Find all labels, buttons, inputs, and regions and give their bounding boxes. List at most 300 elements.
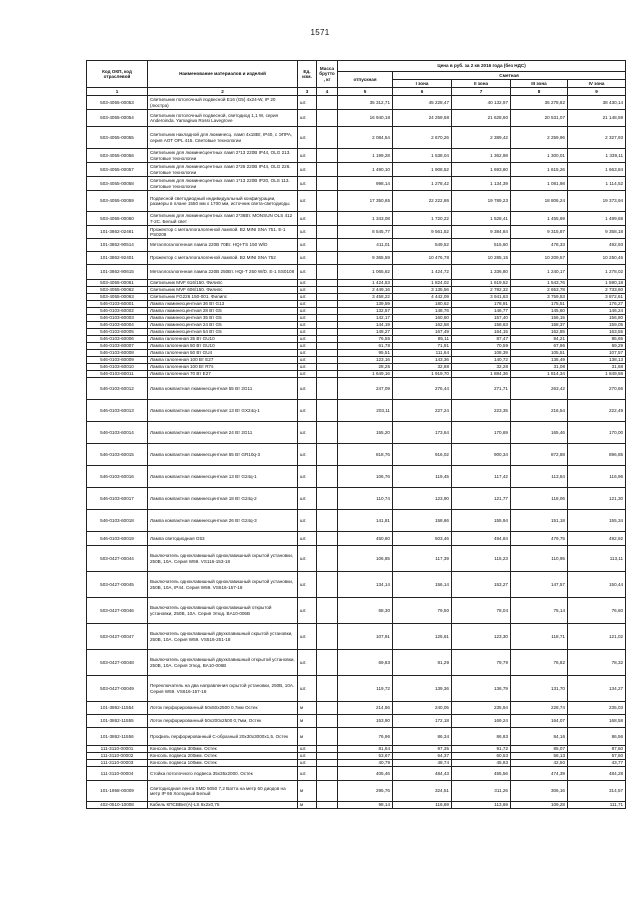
- zone-2-price-cell: 1 134,39: [452, 177, 511, 191]
- name-cell: Лампа компактная люминесцентная 18 Вт G24q-2: [148, 488, 298, 510]
- zone-4-price-cell: 222,49: [568, 400, 626, 422]
- weight-cell: [317, 163, 338, 177]
- unit-cell: шт.: [298, 343, 317, 350]
- zone-1-price-cell: 158,66: [393, 510, 452, 532]
- zone-2-price-cell: 515,60: [452, 239, 511, 252]
- release-price-cell: 132,57: [338, 308, 393, 315]
- zone-2-price-cell: 1 619,52: [452, 280, 511, 287]
- code-cell: 546-0103-60002: [87, 308, 148, 315]
- weight-cell: [317, 572, 338, 598]
- code-cell: 101-3862-11554: [87, 702, 148, 715]
- name-cell: Светильник для люминесцентных ламп 2*36Вт. MONSUN OLS 412 7-2C. Белый свет: [148, 212, 298, 226]
- name-cell: Выключатель одноклавишный двухклавишный открытой установки, 250В, 10А. Серия Этюд. BA10-006В: [148, 650, 298, 676]
- zone-2-price-cell: 178,91: [452, 301, 511, 308]
- zone-2-price-cell: 136,79: [452, 676, 511, 702]
- unit-cell: шт.: [298, 572, 317, 598]
- zone-3-price-cell: 228,74: [511, 702, 568, 715]
- zone-3-price-cell: 131,70: [511, 676, 568, 702]
- weight-cell: [317, 350, 338, 357]
- zone-3-price-cell: 2 653,78: [511, 287, 568, 294]
- name-cell: Лампа компактная люминесцентная 55 Вт 2G11: [148, 378, 298, 400]
- zone-4-price-cell: 492,93: [568, 239, 626, 252]
- release-price-cell: 106,76: [338, 466, 393, 488]
- unit-cell: шт.: [298, 746, 317, 753]
- table-row: [87, 753, 626, 760]
- unit-cell: шт.: [298, 378, 317, 400]
- zone-2-price-cell: 45,83: [452, 760, 511, 767]
- zone-1-price-cell: 1 424,72: [393, 265, 452, 280]
- code-cell: 101-1958-00009: [87, 781, 148, 802]
- table-row: [87, 598, 626, 624]
- zone-4-price-cell: 85,65: [568, 336, 626, 343]
- zone-1-price-cell: 1 720,22: [393, 212, 452, 226]
- code-cell: 546-0103-60001: [87, 301, 148, 308]
- zone-2-price-cell: 21 628,60: [452, 110, 511, 127]
- weight-cell: [317, 226, 338, 239]
- code-cell: 503-4055-00063: [87, 294, 148, 301]
- zone-1-price-cell: 48,74: [393, 760, 452, 767]
- zone-1-price-cell: 116,69: [393, 802, 452, 809]
- zone-1-price-cell: 117,39: [393, 546, 452, 572]
- zone-4-price-cell: 86,56: [568, 728, 626, 746]
- unit-cell: м: [298, 728, 317, 746]
- code-cell: 546-0103-60017: [87, 488, 148, 510]
- zone-1-price-cell: 22 222,86: [393, 191, 452, 212]
- zone-2-price-cell: 2 782,32: [452, 287, 511, 294]
- zone-2-price-cell: 900,34: [452, 444, 511, 466]
- table-row: [87, 294, 626, 301]
- zone-3-price-cell: 2 259,96: [511, 127, 568, 149]
- name-cell: Лампа компактная люминесцентная 55 Вт GR10q-3: [148, 444, 298, 466]
- zone-3-price-cell: 147,57: [511, 572, 568, 598]
- zone-4-price-cell: 176,27: [568, 301, 626, 308]
- zone-3-price-cell: 20 531,07: [511, 110, 568, 127]
- release-price-cell: 8 545,77: [338, 226, 393, 239]
- page-number: 1571: [310, 28, 330, 37]
- zone-1-price-cell: 10 476,78: [393, 252, 452, 265]
- column-number-row: [87, 88, 626, 96]
- zone-4-price-cell: 170,00: [568, 422, 626, 444]
- zone-3-price-cell: 110,95: [511, 546, 568, 572]
- name-cell: Светильник для люминесцентных ламп 1*13 220В IP20, OLS 113. Световые технологии: [148, 177, 298, 191]
- zone-4-price-cell: 1 590,18: [568, 280, 626, 287]
- name-cell: Светильник потолочный подвесной Е16 (G5) 4х24-W, IP 20 (люстра): [148, 96, 298, 110]
- name-cell: Консоль подвеса 300мм. Остек: [148, 746, 298, 753]
- zone-3-price-cell: 263,42: [511, 378, 568, 400]
- table-row: [87, 728, 626, 746]
- weight-cell: [317, 280, 338, 287]
- zone-4-price-cell: 314,57: [568, 781, 626, 802]
- weight-cell: [317, 400, 338, 422]
- zone-1-price-cell: 156,14: [393, 572, 452, 598]
- name-cell: Лампа люминесцентная 36 Вт G13: [148, 301, 298, 308]
- table-row: [87, 127, 626, 149]
- zone-2-price-cell: 108,39: [452, 350, 511, 357]
- zone-2-price-cell: 1 528,41: [452, 212, 511, 226]
- zone-2-price-cell: 70,59: [452, 343, 511, 350]
- name-cell: Лампа галогенная 35 Вт GU10: [148, 336, 298, 343]
- zone-2-price-cell: 60,53: [452, 753, 511, 760]
- code-cell: 402-0510-10008: [87, 802, 148, 809]
- release-price-cell: 134,14: [338, 572, 393, 598]
- col-number: 6: [393, 88, 452, 96]
- zone-1-price-cell: 160,60: [393, 315, 452, 322]
- weight-cell: [317, 546, 338, 572]
- zone-4-price-cell: 156,80: [568, 315, 626, 322]
- table-row: [87, 767, 626, 781]
- zone-3-price-cell: 56,13: [511, 753, 568, 760]
- zone-4-price-cell: 113,11: [568, 546, 626, 572]
- unit-cell: шт.: [298, 488, 317, 510]
- zone-2-price-cell: 121,77: [452, 488, 511, 510]
- header-zone-4: IV зона: [568, 80, 626, 88]
- unit-cell: шт.: [298, 650, 317, 676]
- unit-cell: шт.: [298, 308, 317, 315]
- weight-cell: [317, 265, 338, 280]
- table-row: [87, 357, 626, 364]
- weight-cell: [317, 802, 338, 809]
- zone-4-price-cell: 31,68: [568, 364, 626, 371]
- release-price-cell: 2 449,16: [338, 287, 393, 294]
- unit-cell: шт.: [298, 350, 317, 357]
- table-row: [87, 322, 626, 329]
- zone-4-price-cell: 116,96: [568, 466, 626, 488]
- code-cell: 111-3110-00002: [87, 753, 148, 760]
- zone-1-price-cell: 162,58: [393, 322, 452, 329]
- code-cell: 101-3862-90615: [87, 265, 148, 280]
- zone-3-price-cell: 1 814,34: [511, 371, 568, 378]
- code-cell: 503-4055-00061: [87, 280, 148, 287]
- zone-1-price-cell: 276,44: [393, 378, 452, 400]
- code-cell: 546-0103-60019: [87, 532, 148, 546]
- zone-3-price-cell: 84,16: [511, 728, 568, 746]
- zone-4-price-cell: 168,58: [568, 715, 626, 728]
- zone-1-price-cell: 111,64: [393, 350, 452, 357]
- release-price-cell: 142,17: [338, 315, 393, 322]
- zone-3-price-cell: 164,07: [511, 715, 568, 728]
- zone-1-price-cell: 85,11: [393, 336, 452, 343]
- zone-2-price-cell: 78,04: [452, 598, 511, 624]
- zone-1-price-cell: 24 259,58: [393, 110, 452, 127]
- weight-cell: [317, 287, 338, 294]
- release-price-cell: 69,83: [338, 650, 393, 676]
- zone-2-price-cell: 271,71: [452, 378, 511, 400]
- unit-cell: шт.: [298, 546, 317, 572]
- release-price-cell: 110,74: [338, 488, 393, 510]
- zone-4-price-cell: 235,03: [568, 702, 626, 715]
- table-row: [87, 532, 626, 546]
- release-price-cell: 106,85: [338, 546, 393, 572]
- release-price-cell: 107,91: [338, 624, 393, 650]
- table-row: [87, 96, 626, 110]
- table-row: [87, 226, 626, 239]
- header-code: Код ОКП, код отраслевой: [87, 61, 148, 88]
- unit-cell: м: [298, 715, 317, 728]
- zone-4-price-cell: 155,34: [568, 510, 626, 532]
- name-cell: Выключатель одноклавишный одноклавишный скрытой установки, 250В, 10А. Серия W59. VS116-153-18: [148, 546, 298, 572]
- zone-4-price-cell: 87,60: [568, 746, 626, 753]
- zone-3-price-cell: 306,16: [511, 781, 568, 802]
- zone-4-price-cell: 146,24: [568, 308, 626, 315]
- zone-1-price-cell: 503,46: [393, 532, 452, 546]
- header-gross-weight: Масса брутто, кг: [317, 61, 338, 88]
- zone-1-price-cell: 9 561,52: [393, 226, 452, 239]
- zone-4-price-cell: 896,85: [568, 444, 626, 466]
- zone-3-price-cell: 145,60: [511, 308, 568, 315]
- code-cell: 503-4055-00059: [87, 191, 148, 212]
- table-row: [87, 781, 626, 802]
- zone-1-price-cell: 148,76: [393, 308, 452, 315]
- zone-3-price-cell: 478,33: [511, 239, 568, 252]
- weight-cell: [317, 510, 338, 532]
- zone-3-price-cell: 118,71: [511, 624, 568, 650]
- zone-4-price-cell: 1 339,11: [568, 149, 626, 163]
- release-price-cell: 214,56: [338, 702, 393, 715]
- table-body: [87, 96, 626, 809]
- zone-2-price-cell: 123,30: [452, 624, 511, 650]
- zone-3-price-cell: 1 455,69: [511, 212, 568, 226]
- zone-3-price-cell: 165,46: [511, 422, 568, 444]
- table-row: [87, 350, 626, 357]
- table-row: [87, 239, 626, 252]
- weight-cell: [317, 753, 338, 760]
- zone-2-price-cell: 153,27: [452, 572, 511, 598]
- zone-2-price-cell: 117,42: [452, 466, 511, 488]
- zone-1-price-cell: 484,43: [393, 767, 452, 781]
- table-row: [87, 378, 626, 400]
- header-zone-3: III зона: [511, 80, 568, 88]
- unit-cell: шт.: [298, 767, 317, 781]
- col-number: 9: [568, 88, 626, 96]
- code-cell: 503-4055-00058: [87, 177, 148, 191]
- zone-4-price-cell: 1 663,84: [568, 163, 626, 177]
- weight-cell: [317, 315, 338, 322]
- name-cell: Переключатель на два направления скрытой установки, 250В, 10А. Серия W59. VS616-157-18: [148, 676, 298, 702]
- release-price-cell: 139,59: [338, 301, 393, 308]
- zone-2-price-cell: 40 132,97: [452, 96, 511, 110]
- zone-3-price-cell: 109,28: [511, 802, 568, 809]
- table-row: [87, 308, 626, 315]
- zone-1-price-cell: 32,88: [393, 364, 452, 371]
- zone-3-price-cell: 35 278,82: [511, 96, 568, 110]
- code-cell: 503-4055-00060: [87, 212, 148, 226]
- zone-2-price-cell: 223,35: [452, 400, 511, 422]
- name-cell: Лампа галогенная 50 Вт GU10: [148, 343, 298, 350]
- release-price-cell: 818,76: [338, 444, 393, 466]
- name-cell: Светильник накладной для люминесц. ламп 4х18Вт, IP40, с ЭПРА, серия АОТ OPL 415. Световые технологии: [148, 127, 298, 149]
- zone-2-price-cell: 86,83: [452, 728, 511, 746]
- col-number: 2: [148, 88, 298, 96]
- release-price-cell: 153,90: [338, 715, 393, 728]
- code-cell: 101-3862-11556: [87, 728, 148, 746]
- weight-cell: [317, 110, 338, 127]
- name-cell: Консоль подвеса 100мм. Остек: [148, 760, 298, 767]
- code-cell: 546-0103-60010: [87, 364, 148, 371]
- price-table: [86, 60, 626, 809]
- code-cell: 546-0103-60018: [87, 510, 148, 532]
- zone-3-price-cell: 1 081,98: [511, 177, 568, 191]
- zone-1-price-cell: 167,49: [393, 329, 452, 336]
- weight-cell: [317, 598, 338, 624]
- zone-2-price-cell: 146,77: [452, 308, 511, 315]
- table-row: [87, 280, 626, 287]
- zone-1-price-cell: 119,45: [393, 466, 452, 488]
- release-price-cell: 247,09: [338, 378, 393, 400]
- unit-cell: шт.: [298, 265, 317, 280]
- zone-1-price-cell: 180,62: [393, 301, 452, 308]
- zone-4-price-cell: 43,77: [568, 760, 626, 767]
- zone-3-price-cell: 1 543,76: [511, 280, 568, 287]
- unit-cell: шт.: [298, 676, 317, 702]
- release-price-cell: 53,67: [338, 753, 393, 760]
- zone-2-price-cell: 1 336,80: [452, 265, 511, 280]
- zone-1-price-cell: 139,36: [393, 676, 452, 702]
- release-price-cell: 17 350,65: [338, 191, 393, 212]
- name-cell: Лоток перфорированный 50х50х2500 0,7мм Остек: [148, 702, 298, 715]
- code-cell: 503-4055-00055: [87, 127, 148, 149]
- name-cell: Подвесной светодиодный индивидуальный конфигурации, размеры в плане 1550 мм х 1700 мм, источник света-светодиоды: [148, 191, 298, 212]
- unit-cell: шт.: [298, 466, 317, 488]
- release-price-cell: 76,96: [338, 728, 393, 746]
- zone-1-price-cell: 79,50: [393, 598, 452, 624]
- weight-cell: [317, 96, 338, 110]
- weight-cell: [317, 239, 338, 252]
- code-cell: 503-0427-00044: [87, 546, 148, 572]
- release-price-cell: 1 065,62: [338, 265, 393, 280]
- unit-cell: м: [298, 702, 317, 715]
- zone-3-price-cell: 105,51: [511, 350, 568, 357]
- release-price-cell: 155,20: [338, 422, 393, 444]
- name-cell: Лампа люминесцентная 54 Вт G5: [148, 329, 298, 336]
- zone-1-price-cell: 916,02: [393, 444, 452, 466]
- zone-4-price-cell: 484,28: [568, 767, 626, 781]
- code-cell: 503-0427-00046: [87, 598, 148, 624]
- zone-2-price-cell: 164,15: [452, 329, 511, 336]
- unit-cell: шт.: [298, 163, 317, 177]
- code-cell: 503-4055-00054: [87, 110, 148, 127]
- weight-cell: [317, 301, 338, 308]
- code-cell: 546-0103-60006: [87, 336, 148, 343]
- name-cell: Лампа компактная люминесцентная 13 Вт GX24q-1: [148, 400, 298, 422]
- zone-4-price-cell: 163,55: [568, 329, 626, 336]
- zone-2-price-cell: 87,47: [452, 336, 511, 343]
- release-price-cell: 203,11: [338, 400, 393, 422]
- code-cell: 546-0103-60013: [87, 400, 148, 422]
- code-cell: 546-0103-60007: [87, 343, 148, 350]
- release-price-cell: 1 649,16: [338, 371, 393, 378]
- weight-cell: [317, 715, 338, 728]
- zone-2-price-cell: 1 362,98: [452, 149, 511, 163]
- zone-4-price-cell: 76,60: [568, 598, 626, 624]
- unit-cell: шт.: [298, 315, 317, 322]
- name-cell: Лампа компактная люминесцентная 13 Вт G24q-1: [148, 466, 298, 488]
- name-cell: Лампа светодиодная G53: [148, 532, 298, 546]
- release-price-cell: 81,64: [338, 746, 393, 753]
- zone-1-price-cell: 81,29: [393, 650, 452, 676]
- zone-1-price-cell: 2 670,26: [393, 127, 452, 149]
- header-zone-2: II зона: [452, 80, 511, 88]
- release-price-cell: 95,51: [338, 350, 393, 357]
- name-cell: Лампа галогенная 70 Вт E27: [148, 371, 298, 378]
- zone-4-price-cell: 38 430,14: [568, 96, 626, 110]
- zone-3-price-cell: 9 315,87: [511, 226, 568, 239]
- code-cell: 503-4055-00056: [87, 149, 148, 163]
- table-row: [87, 364, 626, 371]
- unit-cell: шт.: [298, 252, 317, 265]
- zone-3-price-cell: 216,54: [511, 400, 568, 422]
- zone-3-price-cell: 75,14: [511, 598, 568, 624]
- weight-cell: [317, 127, 338, 149]
- table-row: [87, 650, 626, 676]
- zone-2-price-cell: 91,72: [452, 746, 511, 753]
- zone-2-price-cell: 115,23: [452, 546, 511, 572]
- unit-cell: шт.: [298, 371, 317, 378]
- zone-3-price-cell: 474,39: [511, 767, 568, 781]
- unit-cell: шт.: [298, 400, 317, 422]
- zone-4-price-cell: 2 327,93: [568, 127, 626, 149]
- zone-4-price-cell: 1 114,52: [568, 177, 626, 191]
- release-price-cell: 3 458,22: [338, 294, 393, 301]
- table-row: [87, 400, 626, 422]
- code-cell: 111-3110-00003: [87, 760, 148, 767]
- zone-2-price-cell: 455,56: [452, 767, 511, 781]
- zone-2-price-cell: 235,94: [452, 702, 511, 715]
- table-row: [87, 329, 626, 336]
- code-cell: 503-4055-00053: [87, 96, 148, 110]
- release-price-cell: 141,81: [338, 510, 393, 532]
- zone-3-price-cell: 479,75: [511, 532, 568, 546]
- unit-cell: шт.: [298, 422, 317, 444]
- release-price-cell: 405,46: [338, 767, 393, 781]
- release-price-cell: 1 424,53: [338, 280, 393, 287]
- release-price-cell: 411,01: [338, 239, 393, 252]
- zone-2-price-cell: 494,84: [452, 532, 511, 546]
- name-cell: Светильник для люминесцентных ламп 2*13 220В IP44, OLG 213. Световые технологии: [148, 149, 298, 163]
- zone-1-price-cell: 1 919,70: [393, 371, 452, 378]
- weight-cell: [317, 371, 338, 378]
- zone-3-price-cell: 3 759,53: [511, 294, 568, 301]
- col-number: 8: [511, 88, 568, 96]
- code-cell: 503-0427-00049: [87, 676, 148, 702]
- unit-cell: шт.: [298, 294, 317, 301]
- weight-cell: [317, 177, 338, 191]
- release-price-cell: 76,55: [338, 336, 393, 343]
- unit-cell: шт.: [298, 212, 317, 226]
- code-cell: 546-0103-60014: [87, 422, 148, 444]
- zone-3-price-cell: 135,49: [511, 357, 568, 364]
- zone-3-price-cell: 175,51: [511, 301, 568, 308]
- name-cell: Консоль подвеса 200мм. Остек: [148, 753, 298, 760]
- name-cell: Металлогалогенная лампа 220В 250Вт. HQI-T 250 W/D. E-1 SS0108: [148, 265, 298, 280]
- zone-4-price-cell: 134,27: [568, 676, 626, 702]
- name-cell: Лампа люминесцентная 24 Вт G5: [148, 322, 298, 329]
- table-row: [87, 315, 626, 322]
- name-cell: Лампа компактная люминесцентная 24 Вт 2G11: [148, 422, 298, 444]
- unit-cell: шт.: [298, 127, 317, 149]
- weight-cell: [317, 781, 338, 802]
- table-header: [87, 61, 626, 96]
- name-cell: Лампа галогенная 50 Вт GU4: [148, 350, 298, 357]
- weight-cell: [317, 728, 338, 746]
- release-price-cell: 295,76: [338, 781, 393, 802]
- zone-3-price-cell: 158,37: [511, 322, 568, 329]
- zone-3-price-cell: 42,50: [511, 760, 568, 767]
- code-cell: 546-0103-60016: [87, 466, 148, 488]
- zone-2-price-cell: 155,94: [452, 510, 511, 532]
- release-price-cell: 35 312,71: [338, 96, 393, 110]
- zone-1-price-cell: 1 908,52: [393, 163, 452, 177]
- zone-4-price-cell: 492,92: [568, 532, 626, 546]
